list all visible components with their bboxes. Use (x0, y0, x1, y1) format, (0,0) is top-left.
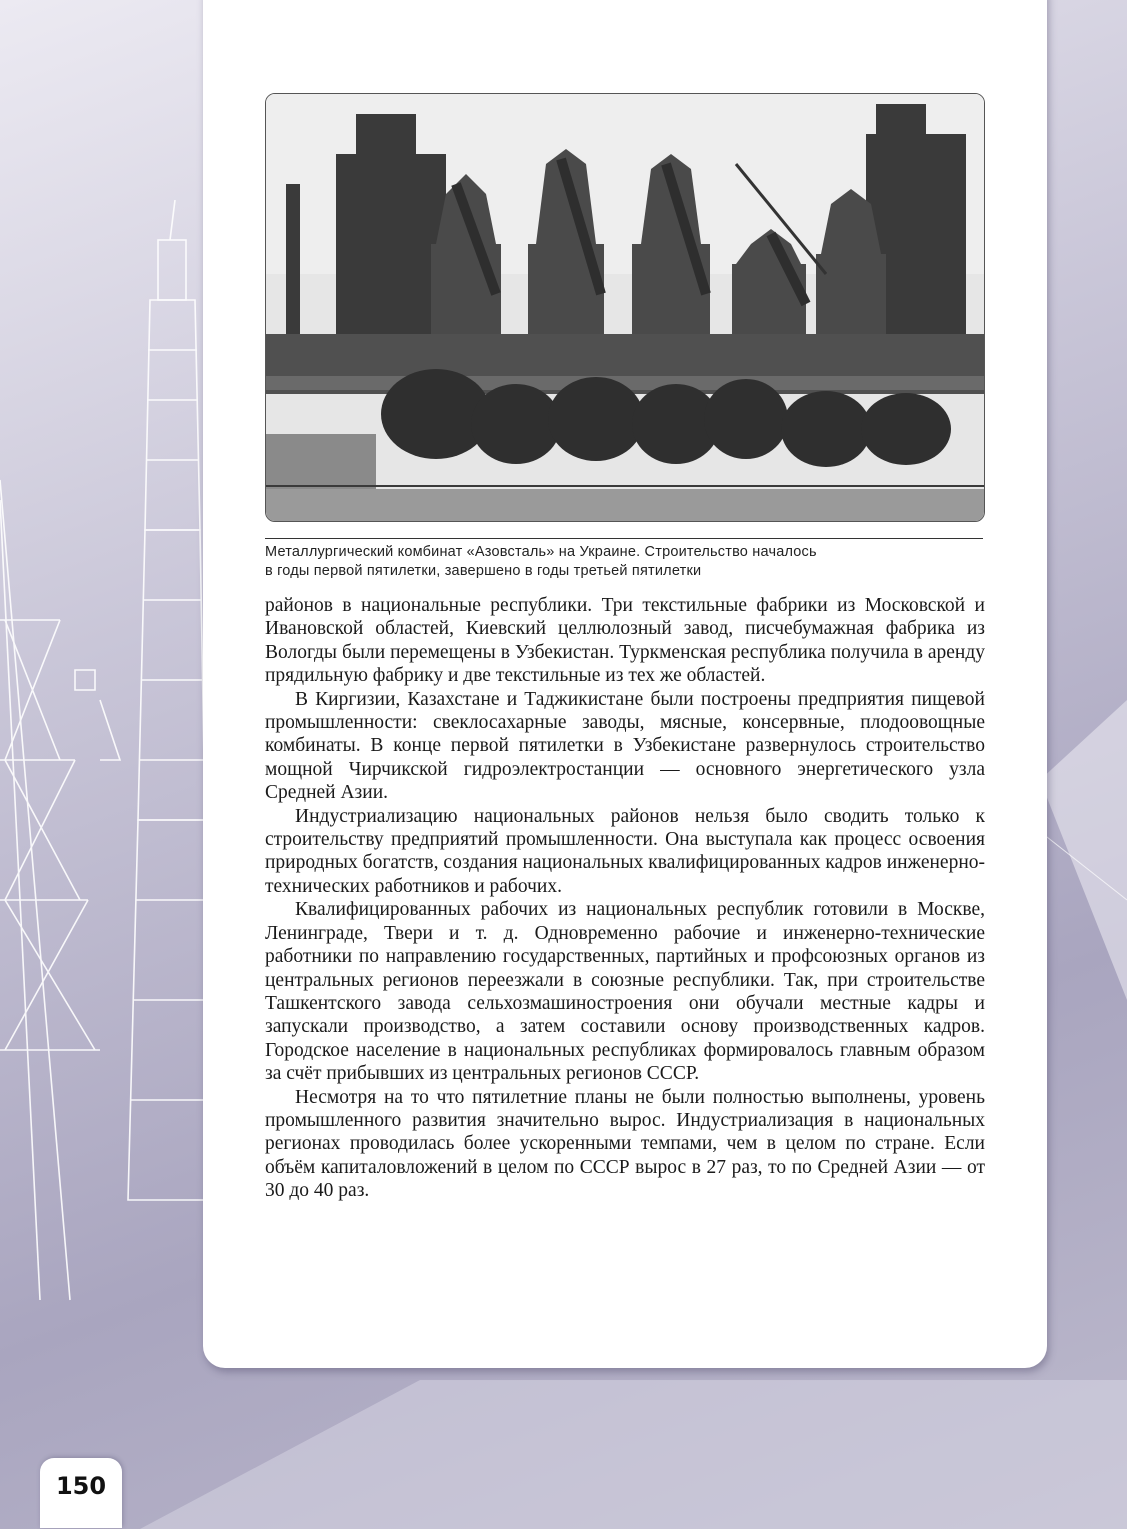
paragraph-5: Несмотря на то что пятилетние планы не были полностью выполнены, уровень промышленного развития значительно вырос. Индустриализация в национальных регионах проводилась более ускоренными темпами, чем в целом по стране. Если объём капиталовложений в целом по СССР вырос в 27 раз, то по Средней Азии — от 30 до 40 раз. (265, 1086, 985, 1202)
caption-line-2: в годы первой пятилетки, завершено в годы третьей пятилетки (265, 563, 702, 579)
paragraph-4: Квалифицированных рабочих из национальных республик готовили в Москве, Ленинграде, Твери и т. д. Одновременно рабочие и инженерно-технические работники по направлению государственных, партийных и профсоюзных органов из центральных регионов переезжали в союзные республики. Так, при строительстве Ташкентского завода сельхозмашиностроения они обучали местные кадры и запускали производство, а затем составили основу производственных кадров. Городское население в национальных республиках формировалось главным образом за счёт прибывших из центральных регионов СССР. (265, 899, 985, 1085)
body-text (265, 594, 985, 1203)
page-number: 150 (55, 1472, 107, 1500)
paragraph-2: В Киргизии, Казахстане и Таджикистане были построены предприятия пищевой промышленности: свеклосахарные заводы, мясные, консервные, плодоовощные комбинаты. В конце первой пятилетки в Узбекистане развернулось строительство мощной Чирчикской гидроэлектростанции — основного энергетического узла Средней Азии. (265, 688, 985, 804)
azovstal-plant-photo (265, 93, 985, 522)
photo-caption (265, 543, 983, 581)
page-content-card (203, 0, 1047, 1368)
caption-divider (265, 538, 983, 539)
caption-line-1: Металлургический комбинат «Азовсталь» на Украине. Строительство началось (265, 544, 817, 560)
paragraph-3: Индустриализацию национальных районов нельзя было сводить только к строительству предприятий промышленности. Она выступала как процесс освоения природных богатств, создания национальных квалифицированных кадров инженерно-технических работников и рабочих. (265, 805, 985, 897)
page-number-tab (40, 1458, 122, 1528)
industrial-plant-illustration (266, 94, 984, 521)
paragraph-1: районов в национальные республики. Три текстильные фабрики из Московской и Ивановской областей, Киевский целлюлозный завод, писчебумажная фабрика из Вологды были перемещены в Узбекистан. Туркменская республика получила в аренду прядильную фабрику и две текстильные из тех же областей. (265, 595, 985, 687)
